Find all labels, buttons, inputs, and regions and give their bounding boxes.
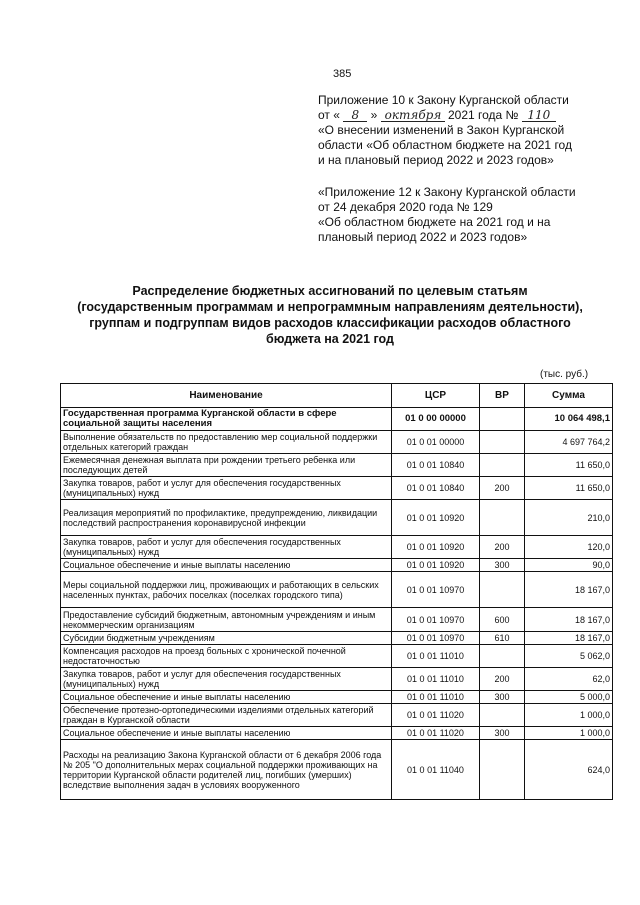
cell-name: Расходы на реализацию Закона Курганской области от 6 декабря 2006 года № 205 "О дополнительных мерах социальной поддержки проживающих на территории Курганской области родителей лиц, погибших (умерших) вследствие выполнения задач в условиях вооруженного [61,740,392,800]
table-row [61,559,613,572]
table-row [61,645,613,668]
title-line-3: группам и подгруппам видов расходов классификации расходов областного [89,316,571,330]
cell-csr: 01 0 01 11010 [392,668,480,691]
table-row [61,632,613,645]
cell-name: Субсидии бюджетным учреждениям [61,632,392,645]
header-sum: Сумма [525,384,613,408]
cell-name: Государственная программа Курганской области в сфере социальной защиты населения [61,408,392,431]
cell-sum: 5 062,0 [525,645,613,668]
cell-csr: 01 0 01 10840 [392,477,480,500]
cell-name: Меры социальной поддержки лиц, проживающих и работающих в сельских населенных пунктах, рабочих поселках (поселках городского типа) [61,572,392,608]
cell-vr: 300 [480,691,525,704]
cell-vr: 300 [480,559,525,572]
cell-vr: 300 [480,727,525,740]
cell-vr [480,454,525,477]
cell-sum: 1 000,0 [525,727,613,740]
appendix-line-5: и на плановый период 2022 и 2023 годов» [318,153,554,167]
appendix-line-3: «О внесении изменений в Закон Курганской [318,123,565,137]
page-number: 385 [333,68,352,80]
cell-sum: 11 650,0 [525,454,613,477]
appendix-2-line-4: плановый период 2022 и 2023 годов» [318,230,528,244]
cell-csr: 01 0 00 00000 [392,408,480,431]
appendix-2-line-1: «Приложение 12 к Закону Курганской области [318,185,576,199]
table-row [61,408,613,431]
appendix-2-header [318,185,618,245]
cell-csr: 01 0 01 10920 [392,536,480,559]
cell-vr [480,645,525,668]
cell-csr: 01 0 01 10970 [392,572,480,608]
cell-vr [480,740,525,800]
cell-sum: 5 000,0 [525,691,613,704]
handwritten-day: 8 [343,109,367,122]
cell-sum: 624,0 [525,740,613,800]
table-row [61,572,613,608]
cell-sum: 18 167,0 [525,572,613,608]
table-row [61,500,613,536]
cell-vr: 600 [480,608,525,632]
cell-vr [480,408,525,431]
cell-name: Ежемесячная денежная выплата при рождении третьего ребенка или последующих детей [61,454,392,477]
cell-csr: 01 0 01 10920 [392,500,480,536]
cell-sum: 10 064 498,1 [525,408,613,431]
handwritten-number: 110 [522,109,556,122]
cell-csr: 01 0 01 11020 [392,727,480,740]
cell-sum: 210,0 [525,500,613,536]
table-row [61,454,613,477]
cell-name: Закупка товаров, работ и услуг для обеспечения государственных (муниципальных) нужд [61,536,392,559]
cell-sum: 120,0 [525,536,613,559]
header-name: Наименование [61,384,392,408]
appendix-line-1: Приложение 10 к Закону Курганской области [318,93,569,107]
units-label: (тыс. руб.) [540,369,589,380]
cell-sum: 1 000,0 [525,704,613,727]
cell-name: Обеспечение протезно-ортопедическими изделиями отдельных категорий граждан в Курганской области [61,704,392,727]
cell-sum: 4 697 764,2 [525,431,613,454]
appendix-line-4: области «Об областном бюджете на 2021 год [318,138,572,152]
cell-vr [480,704,525,727]
cell-vr: 610 [480,632,525,645]
appendix-2-line-3: «Об областном бюджете на 2021 год и на [318,215,551,229]
handwritten-month: октября [381,109,445,122]
table-row [61,608,613,632]
appendix-header [318,93,618,168]
date-mid: » [370,108,378,122]
cell-csr: 01 0 01 10970 [392,632,480,645]
cell-csr: 01 0 01 10970 [392,608,480,632]
cell-csr: 01 0 01 11020 [392,704,480,727]
cell-name: Реализация мероприятий по профилактике, предупреждению, ликвидации последствий распространения коронавирусной инфекции [61,500,392,536]
cell-name: Закупка товаров, работ и услуг для обеспечения государственных (муниципальных) нужд [61,477,392,500]
header-csr: ЦСР [392,384,480,408]
document-title [60,283,600,347]
cell-csr: 01 0 01 11010 [392,691,480,704]
date-year: 2021 года № [447,108,519,122]
table-row [61,740,613,800]
cell-name: Выполнение обязательств по предоставлению мер социальной поддержки отдельных категорий граждан [61,431,392,454]
cell-vr: 200 [480,477,525,500]
cell-sum: 18 167,0 [525,632,613,645]
cell-sum: 62,0 [525,668,613,691]
cell-csr: 01 0 01 10920 [392,559,480,572]
cell-vr: 200 [480,536,525,559]
table-body [61,408,613,800]
cell-name: Социальное обеспечение и иные выплаты населению [61,691,392,704]
title-line-2: (государственным программам и непрограммным направлениям деятельности), [77,300,583,314]
cell-csr: 01 0 01 11040 [392,740,480,800]
title-line-1: Распределение бюджетных ассигнований по целевым статьям [132,284,528,298]
cell-name: Закупка товаров, работ и услуг для обеспечения государственных (муниципальных) нужд [61,668,392,691]
cell-name: Социальное обеспечение и иные выплаты населению [61,727,392,740]
title-line-4: бюджета на 2021 год [266,332,394,346]
appendix-2-line-2: от 24 декабря 2020 года № 129 [318,200,493,214]
budget-table [60,383,613,800]
header-vr: ВР [480,384,525,408]
cell-vr: 200 [480,668,525,691]
table-row [61,691,613,704]
cell-vr [480,431,525,454]
cell-sum: 11 650,0 [525,477,613,500]
cell-name: Предоставление субсидий бюджетным, автономным учреждениям и иным некоммерческим организациям [61,608,392,632]
date-prefix: от « [318,108,340,122]
table-row [61,727,613,740]
cell-name: Компенсация расходов на проезд больных с хронической почечной недостаточностью [61,645,392,668]
cell-csr: 01 0 01 10840 [392,454,480,477]
table-row [61,704,613,727]
cell-sum: 18 167,0 [525,608,613,632]
table-row [61,431,613,454]
cell-vr [480,500,525,536]
table-row [61,668,613,691]
table-row [61,536,613,559]
cell-vr [480,572,525,608]
cell-csr: 01 0 01 11010 [392,645,480,668]
table-header-row [61,384,613,408]
table-row [61,477,613,500]
cell-name: Социальное обеспечение и иные выплаты населению [61,559,392,572]
cell-csr: 01 0 01 00000 [392,431,480,454]
appendix-date-line [318,108,618,123]
cell-sum: 90,0 [525,559,613,572]
